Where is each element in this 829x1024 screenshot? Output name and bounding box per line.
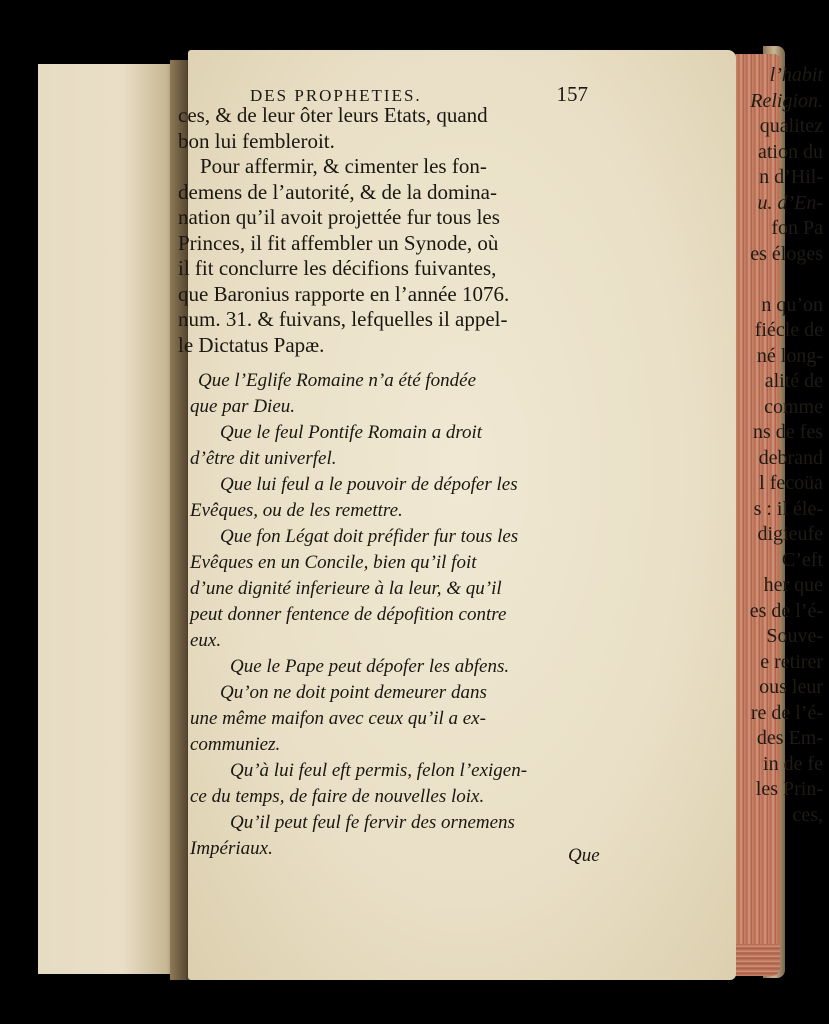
left-page-line: n d’Hil- — [759, 166, 823, 188]
left-page-line: fon Pa — [771, 217, 823, 239]
body-line: Princes, il fit affembler un Synode, où — [178, 230, 499, 255]
left-page-line: l fecoüa — [759, 472, 823, 494]
left-page-line: ation du — [758, 140, 823, 163]
left-page-line: l’habit — [769, 64, 823, 86]
body-line: nation qu’il avoit projettée fur tous les — [178, 205, 500, 229]
left-page-line: les Prin- — [755, 778, 823, 800]
left-page-line: e retirer — [760, 650, 823, 673]
body-line: Pour affermir, & cimenter les fon- — [200, 154, 487, 178]
italic-line: ce du temps, de faire de nouvelles loix. — [190, 786, 485, 807]
italic-line: d’une dignité inferieure à la leur, & qu’il — [190, 578, 502, 599]
italic-line: eux. — [190, 630, 222, 651]
left-page-line: ces, — [792, 803, 823, 826]
left-page-line: Souve- — [766, 625, 823, 647]
italic-line: communiez. — [190, 734, 281, 755]
body-line: ces, & de leur ôter leurs Etats, quand — [178, 103, 488, 127]
left-page-line: né long- — [756, 344, 823, 367]
left-page-line: alité de — [764, 370, 823, 392]
catchword: Que — [568, 845, 600, 866]
left-page-line: debrand — [758, 446, 823, 469]
italic-line: Qu’il peut feul fe fervir des ornemens — [230, 812, 515, 833]
left-page-line: her que — [763, 574, 823, 596]
right-page-body — [178, 103, 608, 358]
left-page-line: ous leur — [759, 676, 823, 698]
italic-line: Qu’à lui feul eft permis, felon l’exigen- — [230, 760, 528, 781]
page-number: 157 — [556, 82, 588, 106]
left-page-line: fiécle de — [754, 319, 823, 341]
body-line: le Dictatus Papæ. — [178, 332, 325, 357]
left-page-line: comme — [764, 395, 823, 418]
italic-line: une même maifon avec ceux qu’il a ex- — [190, 708, 486, 729]
body-line: il fit conclurre les décifions fuivantes, — [178, 256, 497, 280]
left-page-line — [683, 267, 823, 293]
body-line: bon lui fembleroit. — [178, 128, 335, 153]
left-page-line: n qu’on — [761, 293, 823, 316]
italic-line: Impériaux. — [190, 838, 273, 859]
left-page-line: u. d’En- — [757, 191, 823, 214]
italic-line: Evêques en un Concile, bien qu’il foit — [190, 552, 477, 573]
left-page-line: es de l’é- — [749, 599, 823, 622]
left-page-line: digieufe — [757, 523, 823, 545]
left-page-line: in de fe — [763, 752, 823, 775]
italic-line: Que lui feul a le pouvoir de dépofer les — [220, 474, 518, 495]
left-page-line: qualitez — [759, 115, 823, 137]
italic-line: peut donner fentence de dépofition contre — [190, 604, 507, 625]
left-page-line: es éloges — [750, 242, 823, 265]
left-page-line: s : il éle- — [753, 497, 823, 520]
left-page-line: re de l’é- — [750, 701, 823, 724]
italic-line: Que fon Légat doit préfider fur tous les — [220, 526, 519, 547]
italic-line: que par Dieu. — [190, 396, 296, 417]
body-line: num. 31. & fuivans, lefquelles il appel- — [178, 307, 508, 331]
left-page-line: des Em- — [756, 727, 823, 749]
left-page-line: C’eft — [781, 548, 823, 571]
italic-line: Evêques, ou de les remettre. — [190, 500, 403, 521]
italic-line: Que l’Eglife Romaine n’a été fondée — [198, 370, 477, 391]
dictatus-papae-list — [190, 368, 610, 862]
body-line: demens de l’autorité, & de la domina- — [178, 179, 497, 204]
italic-line: d’être dit univerfel. — [190, 448, 337, 469]
italic-line: Que le Pape peut dépofer les abfens. — [230, 656, 510, 677]
body-line: que Baronius rapporte en l’année 1076. — [178, 281, 510, 306]
left-page — [38, 64, 178, 974]
italic-line: Qu’on ne doit point demeurer dans — [220, 682, 487, 703]
left-page-line: Religion. — [750, 89, 823, 112]
left-page-line: ns de fes — [753, 421, 823, 443]
left-page-text — [683, 63, 823, 828]
running-head-title: DES PROPHETIES. — [250, 86, 422, 105]
italic-line: Que le feul Pontife Romain a droit — [220, 422, 483, 443]
